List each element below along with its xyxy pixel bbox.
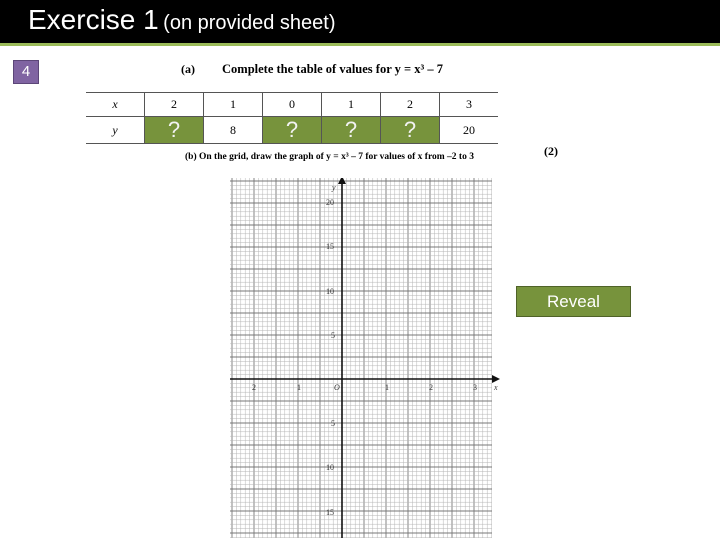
axes xyxy=(230,178,500,538)
y-tick-label: 5 xyxy=(331,331,335,340)
graph-grid xyxy=(230,178,500,538)
question-number-badge: 4 xyxy=(13,60,39,84)
y-tick-label: 10 xyxy=(326,463,334,472)
x-axis-label: x xyxy=(494,383,498,392)
title-accent-line xyxy=(0,43,720,46)
x-tick-label: 1 xyxy=(297,383,301,392)
table-header-x: x xyxy=(86,93,145,117)
table-cell-x: 2 xyxy=(381,93,440,117)
y-tick-label: 10 xyxy=(326,287,334,296)
x-tick-label: 3 xyxy=(473,383,477,392)
title-subtitle: (on provided sheet) xyxy=(163,12,336,34)
table-cell-x: 1 xyxy=(204,93,263,117)
table-cell-y: 8 xyxy=(204,117,263,144)
y-tick-label: 15 xyxy=(326,242,334,251)
grid-lines xyxy=(230,178,492,538)
table-row-x xyxy=(86,93,498,117)
reveal-button[interactable]: Reveal xyxy=(516,286,631,317)
y-tick-label: 15 xyxy=(326,508,334,517)
x-tick-label: 2 xyxy=(252,383,256,392)
table-cell-x: 1 xyxy=(322,93,381,117)
y-tick-label: 20 xyxy=(326,198,334,207)
slide-title xyxy=(28,4,336,36)
part-a-instruction: Complete the table of values for y = x³ – 7 xyxy=(222,62,444,76)
x-tick-label: 2 xyxy=(429,383,433,392)
hidden-answer-cell[interactable]: ? xyxy=(322,117,381,144)
table-cell-x: 3 xyxy=(440,93,499,117)
hidden-answer-cell[interactable]: ? xyxy=(381,117,440,144)
hidden-answer-cell[interactable]: ? xyxy=(145,117,204,144)
x-axis-arrow-icon xyxy=(492,375,500,383)
y-tick-label: 5 xyxy=(331,419,335,428)
table-cell-x: 0 xyxy=(263,93,322,117)
title-main: Exercise 1 xyxy=(28,4,159,35)
part-b-instruction: (b) On the grid, draw the graph of y = x³ – 7 for values of x from –2 to 3 xyxy=(185,152,474,162)
values-table xyxy=(86,92,498,144)
table-header-y: y xyxy=(86,117,145,144)
origin-label: O xyxy=(334,383,340,392)
x-tick-label: 1 xyxy=(385,383,389,392)
title-bar xyxy=(0,0,720,43)
y-axis-label: y xyxy=(332,183,336,192)
table-cell-x: 2 xyxy=(145,93,204,117)
hidden-answer-cell[interactable]: ? xyxy=(263,117,322,144)
table-cell-y: 20 xyxy=(440,117,499,144)
marks-label: (2) xyxy=(544,144,558,158)
table-row-y xyxy=(86,117,498,144)
part-a-label: (a) xyxy=(181,62,195,76)
